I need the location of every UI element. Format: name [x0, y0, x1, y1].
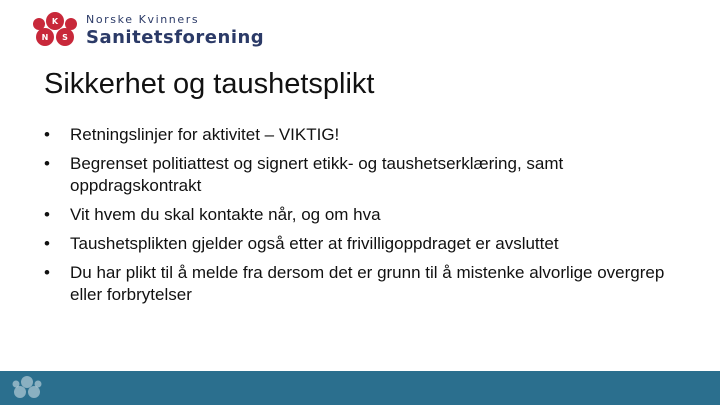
bullet-marker: •	[44, 125, 50, 144]
bullet-marker: •	[44, 154, 50, 173]
bullet-text: Vit hvem du skal kontakte når, og om hva	[70, 205, 381, 224]
bullet-text: Begrenset politiattest og signert etikk- og taushetserklæring, samt oppdragskontrakt	[70, 154, 564, 195]
logo-letter-n: N	[41, 33, 49, 42]
logo-letter-s: S	[62, 33, 68, 42]
bullet-item	[44, 262, 684, 306]
bullet-marker: •	[44, 263, 50, 282]
bullet-item	[44, 204, 684, 226]
slide-title: Sikkerhet og taushetsplikt	[44, 68, 375, 100]
brand-logo	[32, 10, 264, 50]
bullet-text: Du har plikt til å melde fra dersom det er grunn til å mistenke alvorlige overgrep eller forbrytelser	[70, 263, 665, 304]
bullet-text: Taushetsplikten gjelder også etter at frivilligoppdraget er avsluttet	[70, 234, 559, 253]
logo-letter-k: K	[51, 17, 59, 26]
footer-bar	[0, 371, 720, 405]
clover-watermark-icon	[12, 375, 42, 401]
bullet-item	[44, 233, 684, 255]
bullet-text: Retningslinjer for aktivitet – VIKTIG!	[70, 125, 340, 144]
bullet-marker: •	[44, 205, 50, 224]
bullet-marker: •	[44, 234, 50, 253]
logo-wordmark	[86, 13, 264, 47]
bullet-item	[44, 124, 684, 146]
bullet-list	[44, 124, 684, 313]
clover-logo-icon	[32, 10, 78, 50]
logo-line-1: Norske Kvinners	[86, 13, 200, 26]
logo-line-2: Sanitetsforening	[86, 27, 265, 48]
bullet-item	[44, 153, 684, 197]
